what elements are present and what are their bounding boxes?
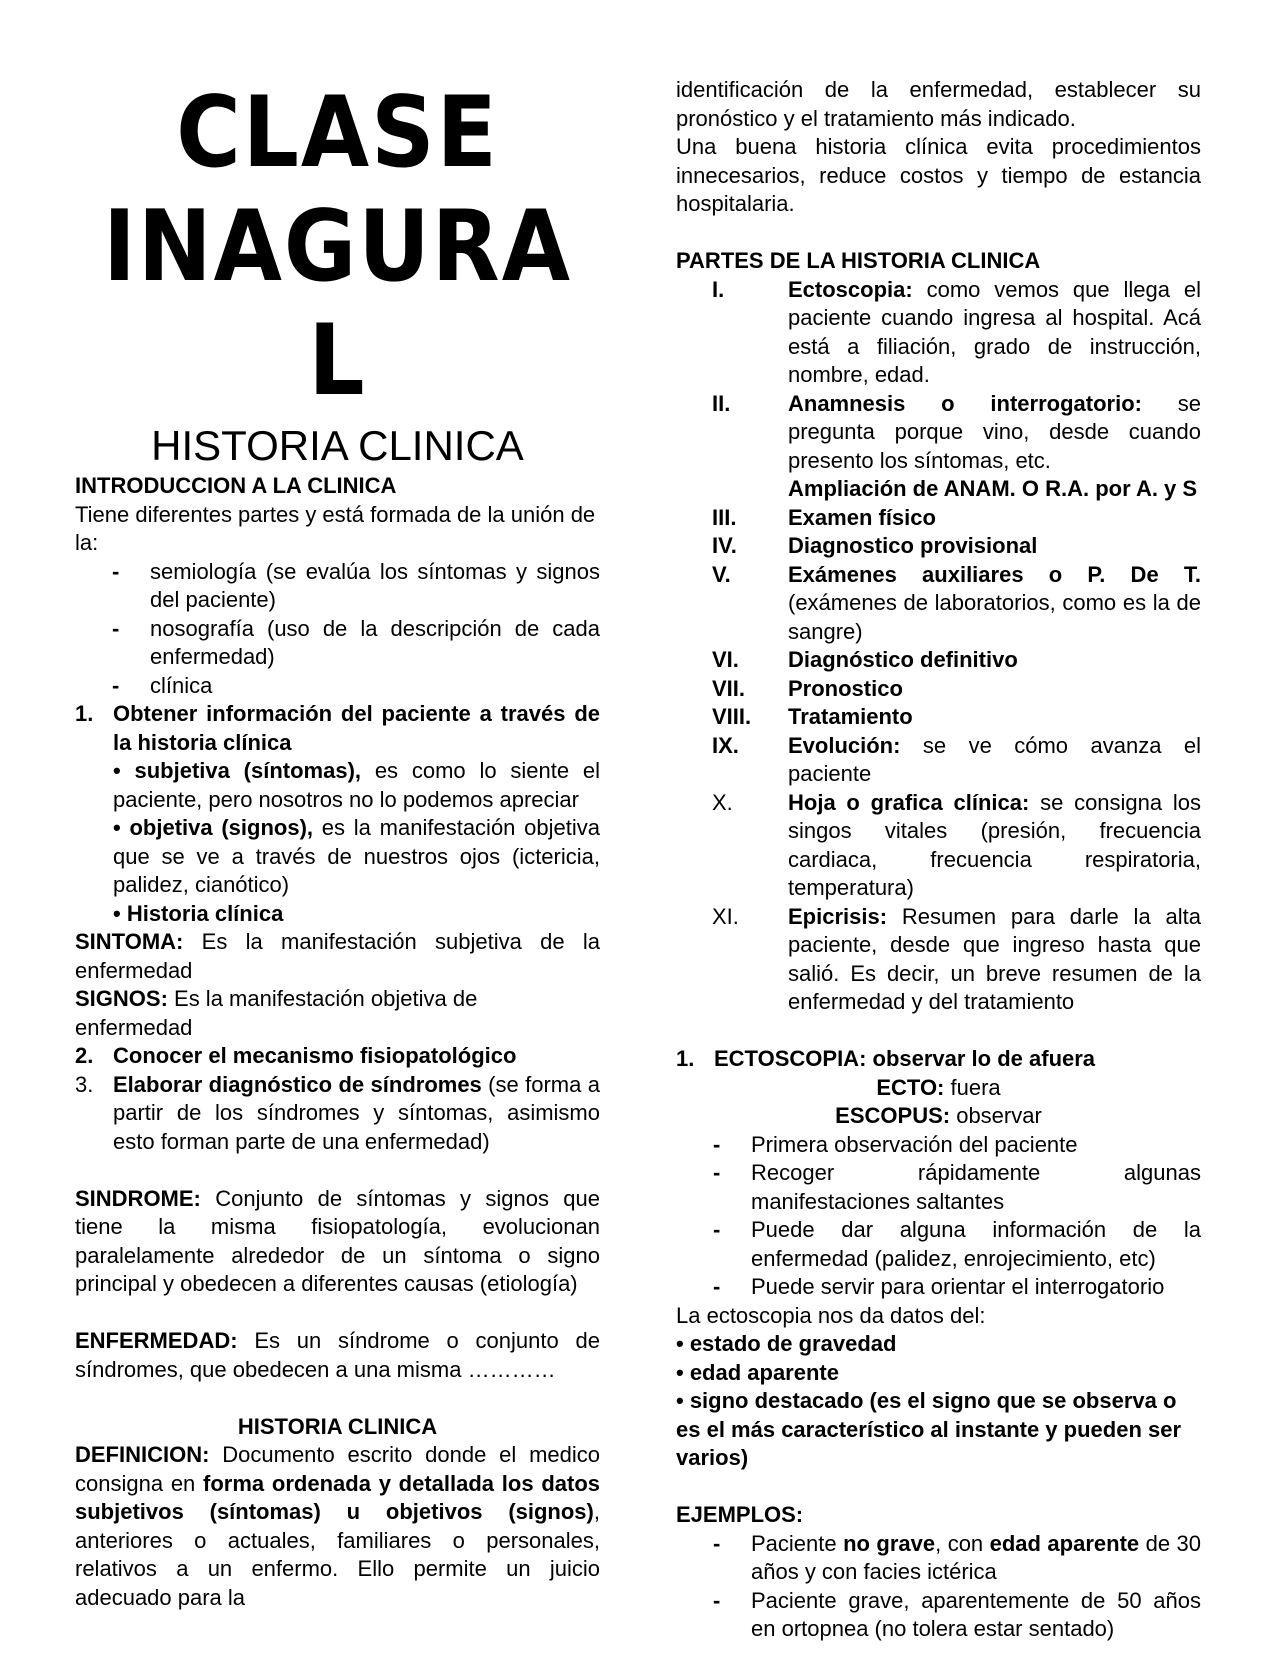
part-label: Examen físico	[788, 504, 936, 530]
partes-heading	[676, 247, 1201, 276]
historia-heading-text: HISTORIA CLINICA	[237, 1413, 438, 1439]
parts-item	[676, 675, 1201, 704]
part-label: Anamnesis o interrogatorio:	[788, 390, 1142, 416]
escopus-definition	[676, 1102, 1201, 1131]
example-text: Paciente	[751, 1530, 844, 1556]
subtitle: HISTORIA CLINICA	[151, 422, 524, 469]
signos-label: SIGNOS:	[75, 986, 168, 1011]
sindrome-definition	[75, 1185, 600, 1299]
part-text: se ve cómo avanza el paciente	[788, 732, 1201, 786]
ejemplos-heading-text: EJEMPLOS:	[676, 1502, 804, 1527]
definicion-text: , anteriores o actuales, familiares o personales, relativos a un enfermo. Ello permite un juicio adecuado para la	[75, 1499, 600, 1610]
definicion-label: DEFINICION:	[75, 1442, 210, 1467]
list-item: - Puede servir para orientar el interrogatorio	[676, 1273, 1201, 1302]
enfermedad-text: Es un síndrome o conjunto de síndromes, que obedecen a una misma …………	[75, 1328, 600, 1382]
definicion-bold: forma ordenada y detallada los datos subjetivos (síntomas) u objetivos (signos)	[75, 1470, 600, 1524]
intro-heading-text: INTRODUCCION A LA CLINICA	[75, 473, 397, 498]
enfermedad-label: ENFERMEDAD:	[75, 1328, 238, 1353]
example-item: - Paciente grave, aparentemente de 50 años en ortopnea (no tolera estar sentado)	[676, 1587, 1201, 1644]
subjective-item	[75, 757, 600, 814]
list-item: - clínica	[75, 672, 600, 701]
roman-numeral: XI.	[712, 903, 739, 929]
list-item: - Recoger rápidamente algunas manifestaciones saltantes	[676, 1159, 1201, 1216]
subjective-label: • subjetiva (síntomas),	[113, 758, 362, 783]
part-label: Hoja o grafica clínica:	[788, 789, 1030, 815]
part-label: Evolución:	[788, 732, 901, 758]
list-number: 1.	[75, 701, 94, 726]
datos-item-text: • edad aparente	[676, 1359, 839, 1385]
parts-item	[676, 732, 1201, 789]
list-item: - semiología (se evalúa los síntomas y signos del paciente)	[75, 558, 600, 615]
definicion-paragraph	[75, 1441, 600, 1612]
objective-3	[75, 1071, 600, 1157]
objective-label: • objetiva (signos),	[113, 815, 314, 840]
example-bold: edad aparente	[989, 1530, 1140, 1556]
roman-numeral: V.	[712, 561, 731, 587]
parts-item	[676, 903, 1201, 1017]
definicion-text: Documento escrito donde el medico consigna en	[75, 1442, 600, 1496]
list-number: 3.	[75, 1071, 94, 1097]
signos-text: Es la manifestación objetiva de enfermedad	[75, 986, 478, 1040]
roman-numeral: VIII.	[712, 704, 752, 729]
roman-numeral: VII.	[712, 675, 746, 701]
page-title	[75, 76, 600, 418]
historia-heading	[75, 1413, 600, 1442]
part-label: Exámenes auxiliares o P. De T.	[788, 561, 1201, 587]
datos-item	[676, 1330, 1201, 1359]
objective-item	[75, 814, 600, 900]
parts-item	[676, 646, 1201, 675]
continuation-text: identificación de la enfermedad, establecer su pronóstico y el tratamiento más indicado.	[676, 77, 1201, 131]
part-label: Pronostico	[788, 675, 903, 701]
ectoscopia-heading	[676, 1045, 1201, 1074]
part-label: Ectoscopia:	[788, 276, 913, 302]
parts-item	[676, 561, 1201, 647]
subjective-text: es como lo siente el paciente, pero nosotros no lo podemos apreciar	[113, 758, 600, 812]
datos-item-text: • estado de gravedad	[676, 1331, 897, 1356]
ectoscopia-heading-text: ECTOSCOPIA: observar lo de afuera	[714, 1046, 1096, 1071]
example-bold: no grave	[843, 1530, 936, 1556]
escopus-value: observar	[950, 1103, 1042, 1128]
objective-1-text: Obtener información del paciente a través de la historia clínica	[113, 701, 600, 755]
part-label: Epicrisis:	[788, 903, 888, 929]
parts-item	[676, 504, 1201, 533]
datos-item	[676, 1359, 1201, 1388]
parts-item	[676, 276, 1201, 390]
right-column	[676, 76, 1201, 1644]
roman-numeral: II.	[712, 390, 731, 416]
roman-numeral: IV.	[712, 533, 737, 558]
part-text: Resumen para darle la alta paciente, desde que ingreso hasta que salió. Es decir, un breve resumen de la enfermedad y del tratamiento	[788, 903, 1201, 1014]
sintoma-text: Es la manifestación subjetiva de la enfermedad	[75, 929, 600, 983]
intro-text: Tiene diferentes partes y está formada de la unión de la:	[75, 501, 596, 555]
datos-item-text: • signo destacado (es el signo que se observa o es el más característico al instante y pueden ser varios)	[676, 1388, 1182, 1470]
parts-item	[676, 475, 1201, 504]
roman-numeral: I.	[712, 276, 725, 302]
title-line: CLASE	[176, 76, 499, 190]
left-column	[75, 0, 600, 1612]
roman-numeral: VI.	[712, 647, 739, 672]
list-number: 1.	[676, 1046, 695, 1071]
parts-item	[676, 532, 1201, 561]
sindrome-text: Conjunto de síntomas y signos que tiene la misma fisiopatología, evolucionan paralelamente alrededor de un síntoma o signo principal y obedecen a diferentes causas (etiología)	[75, 1185, 600, 1296]
part-text: como vemos que llega el paciente cuando ingresa al hospital. Acá está a filiación, grado de instrucción, nombre, edad.	[788, 276, 1201, 387]
part-label: Tratamiento	[788, 704, 913, 729]
sintoma-definition	[75, 928, 600, 985]
example-text: de 30 años y con facies ictérica	[751, 1530, 1201, 1584]
objective-3-text: (se forma a partir de los síndromes y síntomas, asimismo esto forman parte de una enfermedad)	[113, 1071, 600, 1154]
example-item	[676, 1530, 1201, 1587]
list-number: 2.	[75, 1043, 94, 1068]
intro-heading	[75, 472, 600, 501]
list-item: - Puede dar alguna información de la enfermedad (palidez, enrojecimiento, etc)	[676, 1216, 1201, 1273]
roman-numeral: X.	[712, 789, 733, 815]
datos-text: La ectoscopia nos da datos del:	[676, 1302, 986, 1328]
part-label: Diagnostico provisional	[788, 533, 1038, 558]
ecto-definition	[676, 1074, 1201, 1103]
historia-bullet-text: • Historia clínica	[113, 900, 284, 926]
enfermedad-definition	[75, 1327, 600, 1384]
partes-heading-text: PARTES DE LA HISTORIA CLINICA	[676, 248, 1041, 273]
parts-item	[676, 703, 1201, 732]
list-item: - nosografía (uso de la descripción de cada enfermedad)	[75, 615, 600, 672]
part-text: se consigna los singos vitales (presión, frecuencia cardiaca, frecuencia respiratoria, temperatura)	[788, 789, 1202, 900]
roman-numeral: IX.	[712, 732, 739, 758]
historia-bullet	[75, 900, 600, 929]
sintoma-label: SINTOMA:	[75, 929, 184, 954]
objective-1	[75, 700, 600, 757]
parts-item	[676, 789, 1201, 903]
title-line: INAGURA	[103, 190, 572, 304]
objective-2-text: Conocer el mecanismo fisiopatológico	[113, 1043, 517, 1068]
objective-3-label: Elaborar diagnóstico de síndromes	[113, 1071, 482, 1097]
ejemplos-heading	[676, 1501, 1201, 1530]
signos-definition	[75, 985, 600, 1042]
objective-2	[75, 1042, 600, 1071]
datos-item	[676, 1387, 1201, 1473]
parts-item	[676, 390, 1201, 476]
example-text: , con	[935, 1530, 990, 1556]
escopus-label: ESCOPUS:	[835, 1103, 951, 1128]
ecto-label: ECTO:	[876, 1074, 945, 1100]
roman-numeral: III.	[712, 504, 737, 530]
part-label: Ampliación de ANAM. O R.A. por A. y S	[788, 476, 1198, 501]
title-line: L	[308, 304, 367, 418]
part-label: Diagnóstico definitivo	[788, 647, 1018, 672]
part-text: (exámenes de laboratorios, como es la de sangre)	[788, 590, 1201, 644]
part-text: se pregunta porque vino, desde cuando presento los síntomas, etc.	[788, 390, 1201, 473]
objective-text: es la manifestación objetiva que se ve a través de nuestros ojos (ictericia, palidez, cianótico)	[113, 815, 600, 897]
buena-historia-text: Una buena historia clínica evita procedimientos innecesarios, reduce costos y tiempo de estancia hospitalaria.	[676, 134, 1201, 216]
ecto-value: fuera	[944, 1074, 1001, 1100]
sindrome-label: SINDROME:	[75, 1185, 201, 1211]
list-item: - Primera observación del paciente	[676, 1131, 1201, 1160]
